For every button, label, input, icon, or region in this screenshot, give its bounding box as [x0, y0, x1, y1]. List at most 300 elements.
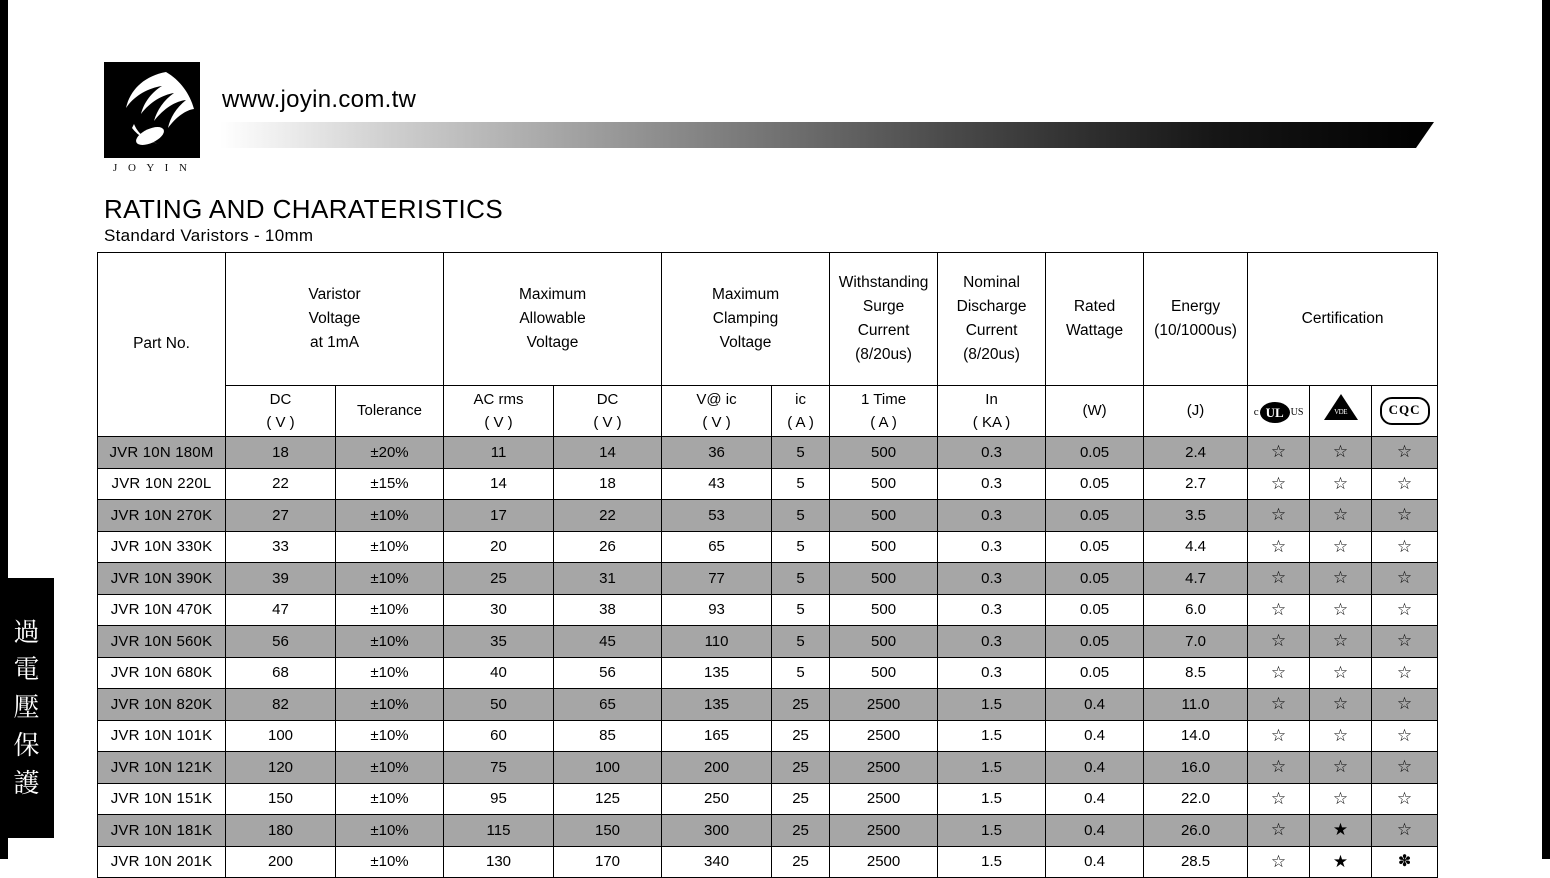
cert-mark-hollow-icon: ☆: [1396, 568, 1413, 588]
cell-tolerance: ±10%: [336, 689, 444, 721]
cell-v-at-ic: 135: [662, 657, 772, 689]
cert-mark-hollow-icon: ☆: [1396, 725, 1413, 745]
cell-part-no: JVR 10N 680K: [98, 657, 226, 689]
cell-energy: 26.0: [1144, 815, 1248, 847]
cell-allowable-dc: 170: [554, 846, 662, 878]
header-withstanding-l2: Surge: [862, 297, 905, 315]
subheader-ac-rms: [444, 386, 554, 437]
cell-ic: 25: [772, 689, 830, 721]
cell-nominal-in: 1.5: [938, 815, 1046, 847]
cell-allowable-dc: 18: [554, 468, 662, 500]
cell-varistor-dc: 18: [226, 437, 336, 469]
cell-nominal-in: 0.3: [938, 594, 1046, 626]
cert-mark-hollow-icon: ☆: [1396, 599, 1413, 619]
cell-nominal-in: 0.3: [938, 626, 1046, 658]
cell-cert-ul: [1248, 626, 1310, 658]
cell-ic: 25: [772, 720, 830, 752]
side-tab-char-5: 護: [13, 767, 41, 798]
cell-surge-current: 2500: [830, 846, 938, 878]
cert-mark-hollow-icon: ☆: [1332, 662, 1349, 682]
cell-rated-wattage: 0.05: [1046, 468, 1144, 500]
cell-allowable-dc: 100: [554, 752, 662, 784]
cell-nominal-in: 0.3: [938, 563, 1046, 595]
header-varistor-voltage-l1: Varistor: [308, 285, 361, 303]
cell-tolerance: ±15%: [336, 468, 444, 500]
cell-v-at-ic: 53: [662, 500, 772, 532]
cell-ac-rms: 60: [444, 720, 554, 752]
cell-v-at-ic: 200: [662, 752, 772, 784]
cell-surge-current: 2500: [830, 783, 938, 815]
cell-varistor-dc: 150: [226, 783, 336, 815]
header-max-clamping-voltage: [662, 253, 830, 386]
cell-tolerance: ±10%: [336, 783, 444, 815]
joyin-logo-icon: [104, 62, 200, 158]
cell-varistor-dc: 180: [226, 815, 336, 847]
cell-nominal-in: 1.5: [938, 846, 1046, 878]
cell-varistor-dc: 200: [226, 846, 336, 878]
cell-ac-rms: 35: [444, 626, 554, 658]
cell-nominal-in: 1.5: [938, 720, 1046, 752]
cert-mark-hollow-icon: ☆: [1396, 505, 1413, 525]
cert-mark-hollow-icon: ☆: [1270, 599, 1287, 619]
cell-cert-vde: [1310, 752, 1372, 784]
cell-nominal-in: 0.3: [938, 437, 1046, 469]
cell-surge-current: 500: [830, 468, 938, 500]
cert-mark-hollow-icon: ☆: [1332, 631, 1349, 651]
cell-cert-cqc: [1372, 783, 1438, 815]
cell-varistor-dc: 39: [226, 563, 336, 595]
header-nominal-l1: Nominal: [963, 273, 1020, 291]
cert-mark-hollow-icon: ☆: [1332, 505, 1349, 525]
cert-mark-hollow-icon: ☆: [1396, 442, 1413, 462]
cell-varistor-dc: 68: [226, 657, 336, 689]
table-row: [98, 846, 1438, 878]
subheader-cqc-logo: [1372, 386, 1438, 437]
cell-allowable-dc: 31: [554, 563, 662, 595]
subheader-v-at-ic: [662, 386, 772, 437]
cell-cert-ul: [1248, 815, 1310, 847]
cell-varistor-dc: 47: [226, 594, 336, 626]
cert-mark-hollow-icon: ☆: [1332, 757, 1349, 777]
header-rated-wattage-l2: Wattage: [1065, 322, 1124, 339]
cell-v-at-ic: 135: [662, 689, 772, 721]
cell-cert-cqc: [1372, 500, 1438, 532]
subheader-in: [938, 386, 1046, 437]
cell-part-no: JVR 10N 101K: [98, 720, 226, 752]
cell-ic: 25: [772, 846, 830, 878]
cell-rated-wattage: 0.4: [1046, 846, 1144, 878]
cell-cert-cqc: [1372, 752, 1438, 784]
header-max-clamping-l3: Voltage: [719, 334, 772, 351]
cell-v-at-ic: 93: [662, 594, 772, 626]
header-part-no: Part No.: [98, 253, 226, 437]
cell-cert-vde: [1310, 720, 1372, 752]
cell-cert-vde: [1310, 657, 1372, 689]
subheader-one-time: [830, 386, 938, 437]
cell-rated-wattage: 0.05: [1046, 531, 1144, 563]
cell-allowable-dc: 22: [554, 500, 662, 532]
cell-part-no: JVR 10N 390K: [98, 563, 226, 595]
cell-cert-cqc: [1372, 626, 1438, 658]
cell-nominal-in: 0.3: [938, 657, 1046, 689]
cert-mark-hollow-icon: ☆: [1270, 820, 1287, 840]
varistor-spec-table: [97, 252, 1438, 878]
cell-nominal-in: 0.3: [938, 500, 1046, 532]
cell-tolerance: ±20%: [336, 437, 444, 469]
cert-mark-blob-icon: ✽: [1397, 853, 1412, 871]
cell-nominal-in: 1.5: [938, 689, 1046, 721]
cert-mark-hollow-icon: ☆: [1270, 662, 1287, 682]
cert-mark-hollow-icon: ☆: [1270, 473, 1287, 493]
cell-cert-cqc: [1372, 720, 1438, 752]
cell-varistor-dc: 56: [226, 626, 336, 658]
cell-rated-wattage: 0.05: [1046, 657, 1144, 689]
cell-cert-vde: [1310, 783, 1372, 815]
table-row: [98, 689, 1438, 721]
cert-mark-hollow-icon: ☆: [1270, 851, 1287, 871]
cert-mark-hollow-icon: ☆: [1270, 694, 1287, 714]
cell-v-at-ic: 340: [662, 846, 772, 878]
cert-mark-hollow-icon: ☆: [1332, 473, 1349, 493]
cert-mark-hollow-icon: ☆: [1396, 662, 1413, 682]
header-withstanding-l3: Current: [857, 322, 910, 339]
cell-part-no: JVR 10N 151K: [98, 783, 226, 815]
cert-mark-solid-icon: ★: [1332, 851, 1349, 871]
ul-logo-us: US: [1290, 406, 1304, 418]
header-nominal-discharge-current: [938, 253, 1046, 386]
cell-cert-cqc: [1372, 689, 1438, 721]
subheader-allowable-dc: [554, 386, 662, 437]
cell-v-at-ic: 43: [662, 468, 772, 500]
table-row: [98, 752, 1438, 784]
website-url: www.joyin.com.tw: [222, 86, 417, 113]
cqc-logo-icon: CQC: [1380, 397, 1430, 425]
cell-rated-wattage: 0.4: [1046, 783, 1144, 815]
cell-tolerance: ±10%: [336, 594, 444, 626]
cell-allowable-dc: 26: [554, 531, 662, 563]
header-max-allowable-l2: Allowable: [519, 309, 586, 327]
cell-cert-vde: [1310, 815, 1372, 847]
cell-part-no: JVR 10N 270K: [98, 500, 226, 532]
cell-surge-current: 500: [830, 563, 938, 595]
subheader-v-at-ic-l2: ( V ): [702, 414, 731, 431]
cell-tolerance: ±10%: [336, 720, 444, 752]
cell-rated-wattage: 0.05: [1046, 437, 1144, 469]
table-row: [98, 563, 1438, 595]
cell-v-at-ic: 77: [662, 563, 772, 595]
subheader-ac-rms-l1: AC rms: [473, 390, 524, 408]
cert-mark-hollow-icon: ☆: [1332, 788, 1349, 808]
header-max-clamping-l2: Clamping: [712, 309, 779, 327]
cell-cert-vde: [1310, 531, 1372, 563]
cert-mark-hollow-icon: ☆: [1332, 599, 1349, 619]
cell-energy: 6.0: [1144, 594, 1248, 626]
cell-cert-ul: [1248, 468, 1310, 500]
spec-table-body: [98, 437, 1438, 878]
subheader-one-time-l1: 1 Time: [861, 390, 907, 408]
cell-varistor-dc: 33: [226, 531, 336, 563]
cell-energy: 2.7: [1144, 468, 1248, 500]
cell-cert-vde: [1310, 437, 1372, 469]
subheader-tolerance-l1: Tolerance: [356, 402, 423, 420]
cell-cert-vde: [1310, 594, 1372, 626]
subheader-allowable-dc-l1: DC: [596, 390, 619, 408]
cell-ac-rms: 25: [444, 563, 554, 595]
cell-cert-cqc: [1372, 563, 1438, 595]
subheader-joule: [1144, 386, 1248, 437]
cert-mark-hollow-icon: ☆: [1270, 788, 1287, 808]
header-max-allowable-l1: Maximum: [518, 285, 587, 303]
cell-rated-wattage: 0.4: [1046, 815, 1144, 847]
cell-allowable-dc: 150: [554, 815, 662, 847]
cert-mark-hollow-icon: ☆: [1396, 536, 1413, 556]
cell-nominal-in: 0.3: [938, 468, 1046, 500]
cell-ac-rms: 40: [444, 657, 554, 689]
cell-surge-current: 2500: [830, 689, 938, 721]
subheader-joule-l1: (J): [1186, 402, 1205, 420]
header-withstanding-surge-current: [830, 253, 938, 386]
cert-mark-hollow-icon: ☆: [1396, 788, 1413, 808]
cell-energy: 16.0: [1144, 752, 1248, 784]
cell-cert-ul: [1248, 531, 1310, 563]
cell-surge-current: 500: [830, 531, 938, 563]
cell-part-no: JVR 10N 820K: [98, 689, 226, 721]
cell-part-no: JVR 10N 560K: [98, 626, 226, 658]
cell-cert-ul: [1248, 500, 1310, 532]
cell-cert-ul: [1248, 720, 1310, 752]
cert-mark-hollow-icon: ☆: [1270, 568, 1287, 588]
cell-cert-cqc: [1372, 531, 1438, 563]
header-energy: [1144, 253, 1248, 386]
cell-cert-ul: [1248, 783, 1310, 815]
table-row: [98, 437, 1438, 469]
subheader-ic-l1: ic: [795, 390, 806, 408]
vde-logo-icon: [1324, 394, 1358, 420]
cell-part-no: JVR 10N 330K: [98, 531, 226, 563]
header-max-allowable-l3: Voltage: [526, 334, 579, 351]
cell-v-at-ic: 65: [662, 531, 772, 563]
cell-cert-cqc: [1372, 468, 1438, 500]
cell-surge-current: 500: [830, 594, 938, 626]
cell-rated-wattage: 0.05: [1046, 594, 1144, 626]
cell-varistor-dc: 120: [226, 752, 336, 784]
cell-allowable-dc: 45: [554, 626, 662, 658]
header-varistor-voltage: [226, 253, 444, 386]
cell-cert-ul: [1248, 594, 1310, 626]
ul-logo-icon: [1254, 402, 1304, 423]
subheader-ul-logo: [1248, 386, 1310, 437]
cell-energy: 4.4: [1144, 531, 1248, 563]
cell-nominal-in: 1.5: [938, 783, 1046, 815]
ul-logo-c: c: [1253, 405, 1259, 418]
cell-ic: 5: [772, 437, 830, 469]
subheader-varistor-dc: [226, 386, 336, 437]
header-energy-l2: (10/1000us): [1154, 322, 1237, 339]
cell-cert-ul: [1248, 846, 1310, 878]
cell-tolerance: ±10%: [336, 563, 444, 595]
subheader-ic: [772, 386, 830, 437]
header-rated-wattage: [1046, 253, 1144, 386]
header-energy-l1: Energy: [1170, 297, 1221, 315]
cell-surge-current: 2500: [830, 752, 938, 784]
cell-surge-current: 2500: [830, 720, 938, 752]
cell-surge-current: 2500: [830, 815, 938, 847]
cell-energy: 2.4: [1144, 437, 1248, 469]
cert-mark-hollow-icon: ☆: [1396, 694, 1413, 714]
table-row: [98, 720, 1438, 752]
cell-surge-current: 500: [830, 657, 938, 689]
side-tab-char-3: 壓: [13, 692, 41, 723]
cell-rated-wattage: 0.05: [1046, 500, 1144, 532]
cell-cert-vde: [1310, 689, 1372, 721]
table-row: [98, 594, 1438, 626]
header-max-clamping-l1: Maximum: [711, 285, 780, 303]
header-max-allowable-voltage: [444, 253, 662, 386]
cell-ic: 5: [772, 468, 830, 500]
cell-varistor-dc: 22: [226, 468, 336, 500]
subheader-ac-rms-l2: ( V ): [484, 414, 513, 431]
side-tab-char-1: 過: [13, 616, 41, 647]
cell-ic: 5: [772, 500, 830, 532]
cell-cert-cqc: [1372, 594, 1438, 626]
cert-mark-hollow-icon: ☆: [1332, 442, 1349, 462]
cert-mark-hollow-icon: ☆: [1270, 757, 1287, 777]
cell-v-at-ic: 300: [662, 815, 772, 847]
cell-ic: 5: [772, 626, 830, 658]
header-withstanding-l4: (8/20us): [855, 346, 912, 364]
header-withstanding-l1: Withstanding: [838, 273, 929, 291]
cell-tolerance: ±10%: [336, 657, 444, 689]
cell-cert-cqc: [1372, 657, 1438, 689]
cell-ac-rms: 17: [444, 500, 554, 532]
cell-cert-vde: [1310, 846, 1372, 878]
side-tab-char-4: 保: [13, 729, 41, 760]
cell-ic: 5: [772, 594, 830, 626]
cell-part-no: JVR 10N 201K: [98, 846, 226, 878]
header-nominal-l3: Current: [965, 322, 1018, 339]
subheader-varistor-dc-l1: DC: [269, 390, 292, 408]
logo-caption: J O Y I N: [113, 162, 191, 174]
cert-mark-solid-icon: ★: [1332, 820, 1349, 840]
cell-v-at-ic: 165: [662, 720, 772, 752]
cell-rated-wattage: 0.4: [1046, 752, 1144, 784]
cell-cert-vde: [1310, 563, 1372, 595]
cell-ac-rms: 20: [444, 531, 554, 563]
cell-ac-rms: 95: [444, 783, 554, 815]
side-tab-vertical-label: [0, 578, 54, 838]
cell-surge-current: 500: [830, 626, 938, 658]
subheader-in-l2: ( KA ): [972, 414, 1011, 431]
cell-ic: 25: [772, 815, 830, 847]
cell-rated-wattage: 0.4: [1046, 689, 1144, 721]
cert-mark-hollow-icon: ☆: [1332, 568, 1349, 588]
cell-tolerance: ±10%: [336, 752, 444, 784]
table-row: [98, 531, 1438, 563]
cell-v-at-ic: 110: [662, 626, 772, 658]
cell-cert-cqc: [1372, 846, 1438, 878]
cell-energy: 4.7: [1144, 563, 1248, 595]
subheader-ic-l2: ( A ): [787, 414, 814, 431]
ul-logo-text: UL: [1260, 402, 1290, 423]
subheader-in-l1: In: [985, 390, 998, 408]
cell-part-no: JVR 10N 181K: [98, 815, 226, 847]
cell-cert-ul: [1248, 752, 1310, 784]
header-varistor-voltage-l2: Voltage: [308, 309, 361, 327]
cell-tolerance: ±10%: [336, 815, 444, 847]
cell-part-no: JVR 10N 180M: [98, 437, 226, 469]
cell-tolerance: ±10%: [336, 500, 444, 532]
subheader-varistor-dc-l2: ( V ): [266, 414, 295, 431]
cell-tolerance: ±10%: [336, 626, 444, 658]
cell-ac-rms: 30: [444, 594, 554, 626]
subheader-v-at-ic-l1: V@ ic: [696, 390, 737, 408]
cert-mark-hollow-icon: ☆: [1396, 631, 1413, 651]
cell-cert-ul: [1248, 689, 1310, 721]
cell-rated-wattage: 0.4: [1046, 720, 1144, 752]
cell-ac-rms: 75: [444, 752, 554, 784]
cert-mark-hollow-icon: ☆: [1270, 442, 1287, 462]
header-rated-wattage-l1: Rated: [1073, 297, 1116, 315]
cell-varistor-dc: 82: [226, 689, 336, 721]
cell-cert-ul: [1248, 437, 1310, 469]
page-edge-bar-right: [1542, 0, 1550, 859]
header-certification: Certification: [1248, 253, 1438, 386]
cell-ic: 25: [772, 752, 830, 784]
cell-energy: 14.0: [1144, 720, 1248, 752]
table-row: [98, 468, 1438, 500]
table-row: [98, 626, 1438, 658]
cert-mark-hollow-icon: ☆: [1396, 757, 1413, 777]
cert-mark-hollow-icon: ☆: [1396, 820, 1413, 840]
cert-mark-hollow-icon: ☆: [1332, 536, 1349, 556]
cell-energy: 3.5: [1144, 500, 1248, 532]
cell-ic: 5: [772, 657, 830, 689]
cell-allowable-dc: 14: [554, 437, 662, 469]
cell-nominal-in: 1.5: [938, 752, 1046, 784]
table-row: [98, 783, 1438, 815]
cell-ic: 25: [772, 783, 830, 815]
vde-logo-text: VDE: [1334, 408, 1347, 417]
subheader-one-time-l2: ( A ): [870, 414, 897, 431]
side-tab-char-2: 電: [13, 654, 41, 685]
cell-cert-cqc: [1372, 437, 1438, 469]
cell-ac-rms: 50: [444, 689, 554, 721]
cell-energy: 7.0: [1144, 626, 1248, 658]
cell-surge-current: 500: [830, 500, 938, 532]
cell-v-at-ic: 250: [662, 783, 772, 815]
cell-allowable-dc: 85: [554, 720, 662, 752]
header-nominal-l2: Discharge: [956, 297, 1027, 315]
cell-energy: 11.0: [1144, 689, 1248, 721]
cell-cert-vde: [1310, 500, 1372, 532]
cell-cert-vde: [1310, 626, 1372, 658]
cert-mark-hollow-icon: ☆: [1270, 536, 1287, 556]
cell-cert-cqc: [1372, 815, 1438, 847]
cell-allowable-dc: 56: [554, 657, 662, 689]
cell-tolerance: ±10%: [336, 846, 444, 878]
cell-part-no: JVR 10N 220L: [98, 468, 226, 500]
cell-allowable-dc: 125: [554, 783, 662, 815]
table-row: [98, 815, 1438, 847]
cell-ac-rms: 130: [444, 846, 554, 878]
table-row: [98, 657, 1438, 689]
cell-tolerance: ±10%: [336, 531, 444, 563]
cell-cert-ul: [1248, 563, 1310, 595]
cell-ac-rms: 11: [444, 437, 554, 469]
cert-mark-hollow-icon: ☆: [1332, 725, 1349, 745]
cell-surge-current: 500: [830, 437, 938, 469]
cell-ac-rms: 14: [444, 468, 554, 500]
